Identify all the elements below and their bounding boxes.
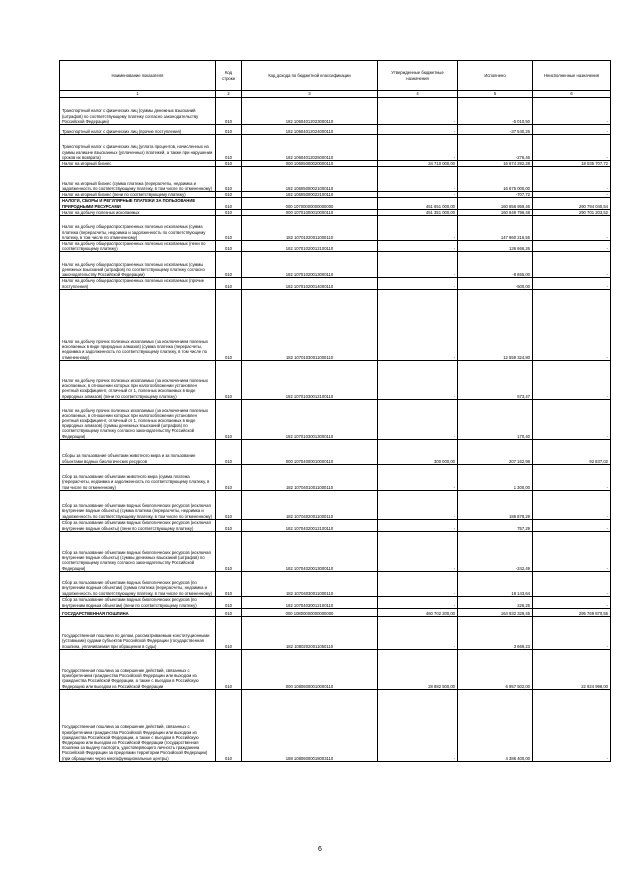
table-row [60,519,611,531]
row-approved: - [378,399,458,439]
row-approved: - [378,689,458,761]
row-executed: 3 669,23 [458,616,533,649]
row-approved: - [378,531,458,571]
row-name: Налог на добычу общераспространенных полезных ископаемых (прочие поступления) [60,278,216,289]
row-code: 010 [216,209,242,215]
row-unexecuted: 18 035 707,72 [533,161,611,167]
table-row [60,608,611,616]
row-code: 010 [216,608,242,616]
column-index: 1 [60,91,216,98]
row-name: Сбор за пользование объектами животного мира (сумма платежа (перерасчеты, недоимка и задолженность по соответствующему платежу, в том числе по отмененному) [60,464,216,490]
header-name: Наименование показателя [60,61,216,91]
row-code: 010 [216,161,242,167]
row-approved: - [378,596,458,608]
row-kbk: 182 10701030013000110 [242,399,378,439]
row-kbk: 182 10605000022100110 [242,192,378,198]
row-name: Государственная пошлина по делам, рассматриваемым конституционными (уставными) судами субъектов Российской Федерации (государственная пошлина, уплачиваемая при обращении в суды) [60,616,216,649]
row-kbk: 000 10701000010000110 [242,209,378,215]
row-unexecuted: - [533,192,611,198]
row-approved: 300 000,00 [378,439,458,464]
row-executed: 6 957 502,00 [458,649,533,689]
row-code: 010 [216,278,242,289]
row-kbk: 182 10701020011000110 [242,216,378,241]
row-name: Сборы за пользование объектами животного мира и за пользование объектами водных биологических ресурсов [60,439,216,464]
row-code: 010 [216,289,242,360]
row-executed: 18 143,64 [458,571,533,596]
row-executed: 136 666,26 [458,241,533,252]
column-index: 2 [216,91,242,98]
header-row [60,61,611,91]
row-code: 010 [216,252,242,278]
table-row [60,439,611,464]
row-name: Транспортный налог с физических лиц (уплата процентов, начисленных на суммы излишне взысканных (уплаченных) платежей, а также при нарушении сроков их возврата) [60,135,216,161]
row-code: 010 [216,135,242,161]
row-name: Сбор за пользование объектами водных биологических ресурсов (по внутренним водным объектам) (сумма платежа (перерасчеты, недоимка и задолженность по соответствующему платежу, в том числе по отмененному) [60,571,216,596]
page-number: 6 [318,846,322,853]
row-approved: - [378,241,458,252]
row-unexecuted: 92 837,02 [533,439,611,464]
row-name: Налог на добычу общераспространенных полезных ископаемых (сумма платежа (перерасчеты, недоимка и задолженность по соответствующему платежу, в том числе по отмененному) [60,216,216,241]
row-code: 010 [216,125,242,135]
table-row [60,241,611,252]
header-code: Код строки [216,61,242,91]
table-row [60,125,611,135]
row-code: 010 [216,616,242,649]
row-code: 010 [216,464,242,490]
table-row [60,531,611,571]
row-name: ГОСУДАРСТВЕННАЯ ПОШЛИНА [60,608,216,616]
row-kbk: 182 10701030011000110 [242,289,378,360]
row-executed: -276,46 [458,135,533,161]
column-index: 6 [533,91,611,98]
row-code: 010 [216,216,242,241]
row-unexecuted: 290 701 203,52 [533,209,611,215]
row-unexecuted: - [533,278,611,289]
table-row [60,252,611,278]
row-approved: - [378,192,458,198]
row-kbk: 182 10802020011050110 [242,616,378,649]
row-executed: -37 540,26 [458,125,533,135]
row-code: 010 [216,360,242,399]
row-unexecuted: - [533,689,611,761]
row-code: 010 [216,241,242,252]
row-kbk: 000 10800000000000000 [242,608,378,616]
row-executed: 170,40 [458,399,533,439]
row-unexecuted: - [533,360,611,399]
table-row [60,571,611,596]
row-name: Налог на добычу прочих полезных ископаемых (за исключением полезных ископаемых в виде природных алмазов) (сумма платежа (перерасчеты, недоимка и задолженность по соответствующему платежу, в том числе по отмененному) [60,289,216,360]
row-unexecuted: - [533,252,611,278]
row-kbk: 182 10604012024000110 [242,125,378,135]
row-approved: - [378,167,458,192]
table-row [60,490,611,519]
row-executed: 573,47 [458,360,533,399]
row-name: Налог на игорный бизнес [60,161,216,167]
row-code: 010 [216,531,242,571]
row-unexecuted: - [533,519,611,531]
row-approved: - [378,360,458,399]
row-executed: -5 010,50 [458,98,533,125]
row-name: Транспортный налог с физических лиц (прочие поступления) [60,125,216,135]
row-kbk: 182 10704010011000110 [242,464,378,490]
row-kbk: 182 10701020014000110 [242,278,378,289]
row-name: Налог на добычу прочих полезных ископаемых (за исключением полезных ископаемых, в отношении которых при налогообложении установлен рентный коэффициент, отличный от 1, полезных ископаемых в виде природных алмазов) (суммы денежных взысканий (штрафов) по соответствующему платежу согласно законодательству Российской Федерации) [60,399,216,439]
row-kbk: 182 10704030012100110 [242,596,378,608]
row-unexecuted: - [533,464,611,490]
row-executed: 4 386 400,00 [458,689,533,761]
row-executed: 16 674 292,28 [458,161,533,167]
row-name: Сбор за пользование объектами водных биологических ресурсов (исключая внутренние водные объекты) (суммы денежных взысканий (штрафов) по соответствующему платежу согласно законодательству Российской Федерации) [60,531,216,571]
row-approved: - [378,135,458,161]
row-executed: 147 960 216,55 [458,216,533,241]
column-index: 3 [242,91,378,98]
table-row [60,360,611,399]
row-kbk: 182 10704020012100110 [242,519,378,531]
row-executed: 207 162,98 [458,439,533,464]
row-unexecuted: - [533,125,611,135]
row-approved: - [378,289,458,360]
row-code: 010 [216,439,242,464]
row-code: 010 [216,649,242,689]
row-kbk: 000 10605000020000110 [242,161,378,167]
row-name: Транспортный налог с физических лиц (суммы денежных взысканий (штрафов) по соответствующему платежу согласно законодательству Российской Федерации) [60,98,216,125]
row-name: НАЛОГИ, СБОРЫ И РЕГУЛЯРНЫЕ ПЛАТЕЖИ ЗА ПОЛЬЗОВАНИЕ ПРИРОДНЫМИ РЕСУРСАМИ [60,198,216,209]
row-approved: - [378,216,458,241]
row-executed: 160 649 796,48 [458,209,533,215]
column-index: 4 [378,91,458,98]
row-unexecuted: - [533,98,611,125]
row-kbk: 182 10704030011000110 [242,571,378,596]
row-executed: 160 856 959,46 [458,198,533,209]
row-code: 010 [216,399,242,439]
row-code: 010 [216,98,242,125]
row-kbk: 000 10700000000000000 [242,198,378,209]
row-approved: 28 882 500,00 [378,649,458,689]
row-executed: 16 675 000,00 [458,167,533,192]
header-unexecuted: Неисполненные назначения [533,61,611,91]
row-unexecuted: - [533,399,611,439]
table-row [60,464,611,490]
row-approved: - [378,490,458,519]
row-executed: -500,00 [458,278,533,289]
row-code: 010 [216,490,242,519]
table-row [60,399,611,439]
row-name: Государственная пошлина за совершение действий, связанных с приобретением гражданства Российской Федерации или выходом из гражданства Российской Федерации, а также с въездом в Российскую Федерацию или выездом из Российской Федерации [60,649,216,689]
table-row [60,649,611,689]
row-unexecuted: - [533,490,611,519]
row-name: Государственная пошлина за совершение действий, связанных с приобретением гражданства Российской Федерации или выходом из гражданства Российской Федерации, а также с въездом в Российскую Федерацию или выездом из Российской Федерации (государственная пошлина за выдачу паспорта, удостоверяющего личность гражданина Российской Федерации за пределами территории Российской Федерации) (при обращении через многофункциональные центры) [60,689,216,761]
row-approved: 34 710 000,00 [378,161,458,167]
row-unexecuted: - [533,531,611,571]
row-unexecuted: 290 794 040,54 [533,198,611,209]
row-unexecuted: - [533,216,611,241]
table-row [60,135,611,161]
column-index: 5 [458,91,533,98]
row-name: Налог на добычу полезных ископаемых [60,209,216,215]
row-executed: -8 655,00 [458,252,533,278]
row-kbk: 188 10806000018003110 [242,689,378,761]
row-unexecuted: 22 924 998,00 [533,649,611,689]
row-unexecuted: 295 769 870,55 [533,608,611,616]
row-kbk: 182 10701030012100110 [242,360,378,399]
row-executed: 186 878,29 [458,490,533,519]
header-kbk: Код дохода по бюджетной классификации [242,61,378,91]
row-unexecuted: - [533,289,611,360]
row-unexecuted: - [533,135,611,161]
row-code: 010 [216,192,242,198]
row-kbk: 182 10605000021000110 [242,167,378,192]
row-name: Сбор за пользование объектами водных биологических ресурсов (исключая внутренние водные объекты) (пени по соответствующему платежу) [60,519,216,531]
row-code: 010 [216,167,242,192]
table-row [60,596,611,608]
header-executed: Исполнено [458,61,533,91]
row-code: 010 [216,571,242,596]
table-row [60,98,611,125]
row-unexecuted: - [533,616,611,649]
row-unexecuted: - [533,596,611,608]
row-name: Налог на добычу прочих полезных ископаемых (за исключением полезных ископаемых, в отношении которых при налогообложении установлен рентный коэффициент, отличный от 1, полезных ископаемых в виде природных алмазов) (пени по соответствующему платежу) [60,360,216,399]
row-name: Налог на добычу общераспространенных полезных ископаемых (суммы денежных взысканий (штрафов) по соответствующему платежу согласно законодательству Российской Федерации) [60,252,216,278]
row-kbk: 182 10604012025000110 [242,135,378,161]
table-row [60,689,611,761]
row-approved: - [378,252,458,278]
row-executed: 164 932 329,45 [458,608,533,616]
row-approved: 460 702 200,00 [378,608,458,616]
row-kbk: 000 10704000010000110 [242,439,378,464]
row-unexecuted: - [533,241,611,252]
row-executed: -242,49 [458,531,533,571]
row-kbk: 000 10806000010000110 [242,649,378,689]
table-row [60,198,611,209]
row-kbk: 182 10604012023000110 [242,98,378,125]
row-code: 010 [216,596,242,608]
row-approved: - [378,571,458,596]
table-row [60,278,611,289]
row-name: Сбор за пользование объектами водных биологических ресурсов (по внутренним водным объектам) (пени по соответствующему платежу) [60,596,216,608]
header-approved: Утвержденные бюджетные назначения [378,61,458,91]
row-name: Налог на добычу общераспространенных полезных ископаемых (пени по соответствующему платежу) [60,241,216,252]
row-executed: 12 559 324,80 [458,289,533,360]
row-kbk: 182 10701020013000110 [242,252,378,278]
row-executed: 757,29 [458,519,533,531]
table-row [60,289,611,360]
row-executed: -707,72 [458,192,533,198]
row-code: 010 [216,689,242,761]
row-executed: 1 300,00 [458,464,533,490]
row-approved: - [378,616,458,649]
column-index-row [60,91,611,98]
row-approved: 451 651 000,00 [378,198,458,209]
table-row [60,167,611,192]
row-approved: - [378,278,458,289]
row-name: Сбор за пользование объектами водных биологических ресурсов (исключая внутренние водные объекты) (сумма платежа (перерасчеты, недоимка и задолженность по соответствующему платежу, в том числе по отмененному) [60,490,216,519]
row-approved: - [378,125,458,135]
row-kbk: 182 10704020011000110 [242,490,378,519]
table-row [60,616,611,649]
row-code: 010 [216,519,242,531]
row-unexecuted: - [533,571,611,596]
row-approved: 451 351 000,00 [378,209,458,215]
budget-execution-table [59,60,611,762]
table-row [60,216,611,241]
row-code: 010 [216,198,242,209]
row-approved: - [378,464,458,490]
row-name: Налог на игорный бизнес (пени по соответствующему платежу) [60,192,216,198]
row-approved: - [378,519,458,531]
row-kbk: 182 10704020013000110 [242,531,378,571]
row-approved: - [378,98,458,125]
row-kbk: 182 10701020012100110 [242,241,378,252]
row-unexecuted: - [533,167,611,192]
row-executed: 226,25 [458,596,533,608]
row-name: Налог на игорный бизнес (сумма платежа (перерасчеты, недоимка и задолженность по соответствующему платежу, в том числе по отмененному) [60,167,216,192]
